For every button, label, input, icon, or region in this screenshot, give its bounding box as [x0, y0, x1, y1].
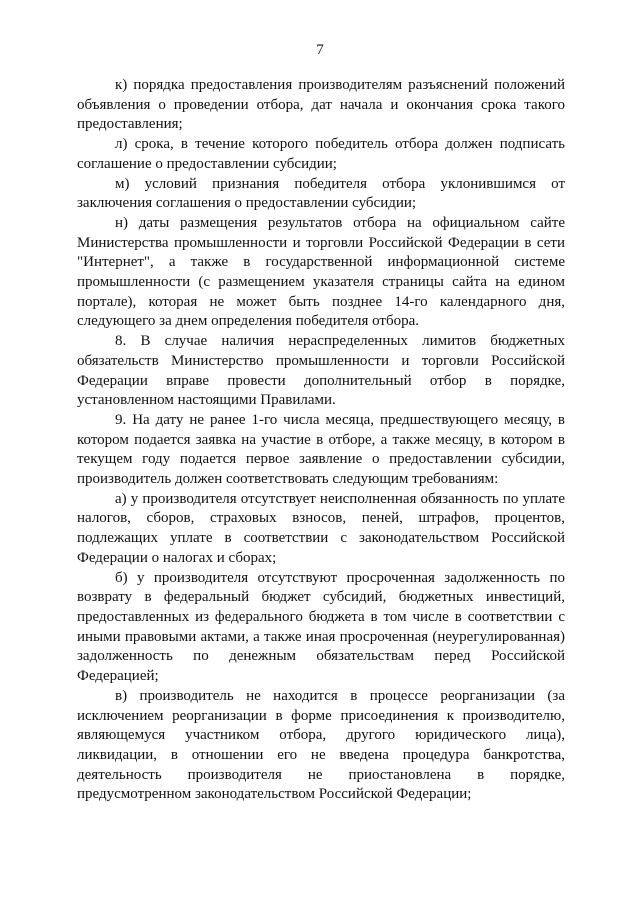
- paragraph-n: н) даты размещения результатов отбора на официальном сайте Министерства промышленности и торговли Российской Федерации в сети "Интернет", а также в государственной информационной системе промышленности (с размещением указателя страницы сайта на едином портале), которая не может быть позднее 14-го календарного дня, следующего за днем определения победителя отбора.: [77, 214, 565, 330]
- document-body: [77, 76, 565, 805]
- paragraph-9b: б) у производителя отсутствуют просроченная задолженность по возврату в федеральный бюджет субсидий, бюджетных инвестиций, предоставленных из федерального бюджета в том числе в соответствии с иными правовыми актами, а также иная просроченная (неурегулированная) задолженность по денежным обязательствам перед Российской Федерацией;: [77, 569, 565, 685]
- paragraph-l: л) срока, в течение которого победитель отбора должен подписать соглашение о предоставлении субсидии;: [77, 136, 565, 172]
- paragraph-8: 8. В случае наличия нераспределенных лимитов бюджетных обязательств Министерство промышленности и торговли Российской Федерации вправе провести дополнительный отбор в порядке, установленном настоящими Правилами.: [77, 333, 565, 409]
- paragraph-m: м) условий признания победителя отбора уклонившимся от заключения соглашения о предоставлении субсидии;: [77, 175, 565, 212]
- paragraph-k: к) порядка предоставления производителям разъяснений положений объявления о проведении отбора, дат начала и окончания срока такого предоставления;: [77, 77, 565, 133]
- paragraph-9: 9. На дату не ранее 1-го числа месяца, предшествующего месяцу, в котором подается заявка на участие в отборе, а также месяцу, в котором в текущем году подается первое заявление о предоставлении субсидии, производитель должен соответствовать следующим требованиям:: [77, 411, 565, 488]
- paragraph-9v: в) производитель не находится в процессе реорганизации (за исключением реорганизации в форме присоединения к производителю, являющемуся участником отбора, другого юридического лица), ликвидации, в отношении его не введена процедура банкротства, деятельность производителя не приостановлена в порядке, предусмотренном законодательством Российской Федерации;: [77, 687, 565, 803]
- paragraph-9a: а) у производителя отсутствует неисполненная обязанность по уплате налогов, сборов, страховых взносов, пеней, штрафов, процентов, подлежащих уплате в соответствии с законодательством Российской Федерации о налогах и сборах;: [77, 490, 565, 566]
- page-number: 7: [316, 42, 324, 58]
